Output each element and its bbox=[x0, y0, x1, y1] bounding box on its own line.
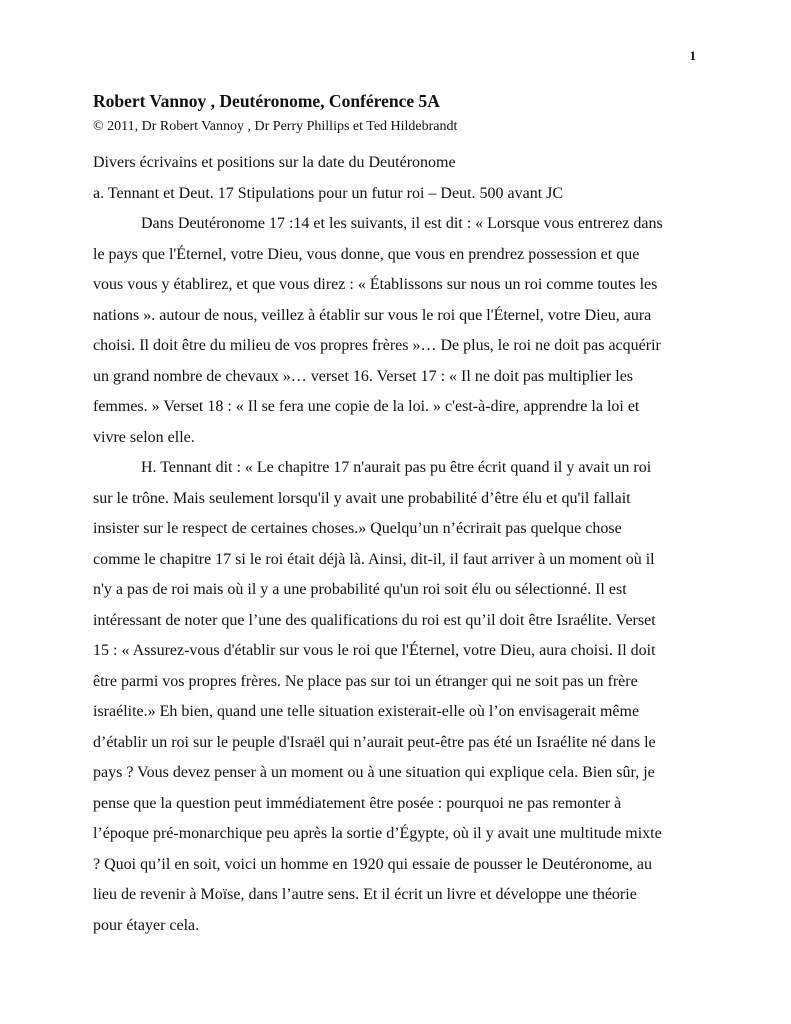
paragraph-line: Dans Deutéronome 17 :14 et les suivants, il est dit : « Lorsque vous entrerez dans bbox=[141, 215, 663, 232]
paragraph-line: nations ». autour de nous, veillez à établir sur vous le roi que l'Éternel, votre Dieu, aura bbox=[93, 306, 652, 324]
paragraph-line: vous vous y établirez, et que vous direz : « Établissons sur nous un roi comme toutes les bbox=[93, 276, 658, 293]
document-title: Robert Vannoy , Deutéronome, Conférence 5A bbox=[93, 91, 440, 111]
paragraph-1 bbox=[93, 209, 699, 453]
paragraph-line: femmes. » Verset 18 : « Il se fera une copie de la loi. » c'est-à-dire, apprendre la loi et bbox=[93, 398, 640, 415]
paragraph-line: être parmi vos propres frères. Ne place pas sur toi un étranger qui ne soit pas un frère bbox=[93, 672, 638, 690]
paragraph-line: le pays que l'Éternel, votre Dieu, vous donne, que vous en prendrez possession et que bbox=[93, 245, 640, 263]
paragraph-line: 15 : « Assurez-vous d'établir sur vous le roi que l'Éternel, votre Dieu, aura choisi. Il doit bbox=[93, 642, 656, 659]
paragraph-line: pour étayer cela. bbox=[93, 916, 200, 934]
paragraph-line: l’époque pré-monarchique peu après la sortie d’Égypte, où il y avait une multitude mixte bbox=[93, 825, 662, 842]
section-heading: Divers écrivains et positions sur la date du Deutéronome bbox=[93, 154, 456, 171]
paragraph-line: vivre selon elle. bbox=[93, 428, 195, 446]
paragraph-line: n'y a pas de roi mais où il y a une probabilité qu'un roi soit élu ou sélectionné. Il est bbox=[93, 581, 627, 598]
paragraph-line: H. Tennant dit : « Le chapitre 17 n'aurait pas pu être écrit quand il y avait un roi bbox=[141, 459, 652, 476]
subsection-heading: a. Tennant et Deut. 17 Stipulations pour un futur roi – Deut. 500 avant JC bbox=[93, 184, 564, 202]
paragraph-line: lieu de revenir à Moïse, dans l’autre sens. Et il écrit un livre et développe une théorie bbox=[93, 886, 637, 903]
document-body bbox=[93, 90, 699, 941]
page-number: 1 bbox=[689, 48, 696, 63]
paragraph-line: un grand nombre de chevaux »… verset 16. Verset 17 : « Il ne doit pas multiplier les bbox=[93, 367, 634, 385]
paragraph-2 bbox=[93, 453, 699, 941]
paragraph-line: comme le chapitre 17 si le roi était déjà là. Ainsi, dit-il, il faut arriver à un moment où il bbox=[93, 550, 655, 568]
paragraph-line: sur le trône. Mais seulement lorsqu'il y avait une probabilité d’être élu et qu'il fallait bbox=[93, 489, 631, 507]
paragraph-line: pays ? Vous devez penser à un moment ou à une situation qui explique cela. Bien sûr, je bbox=[93, 764, 655, 781]
paragraph-line: choisi. Il doit être du milieu de vos propres frères »… De plus, le roi ne doit pas acquérir bbox=[93, 337, 661, 354]
paragraph-line: ? Quoi qu’il en soit, voici un homme en 1920 qui essaie de pousser le Deutéronome, au bbox=[93, 855, 652, 873]
paragraph-line: insister sur le respect de certaines choses.» Quelqu’un n’écrirait pas quelque chose bbox=[93, 520, 622, 537]
paragraph-line: pense que la question peut immédiatement être posée : pourquoi ne pas remonter à bbox=[93, 794, 622, 812]
paragraph-line: israélite.» Eh bien, quand une telle situation existerait-elle où l’on envisagerait même bbox=[93, 703, 640, 720]
paragraph-line: intéressant de noter que l’une des qualifications du roi est qu’il doit être Israélite. Verset bbox=[93, 611, 656, 629]
paragraph-line: d’établir un roi sur le peuple d'Israël qui n’aurait peut-être pas été un Israélite né dans le bbox=[93, 733, 656, 751]
copyright-line: © 2011, Dr Robert Vannoy , Dr Perry Phillips et Ted Hildebrandt bbox=[93, 119, 458, 134]
